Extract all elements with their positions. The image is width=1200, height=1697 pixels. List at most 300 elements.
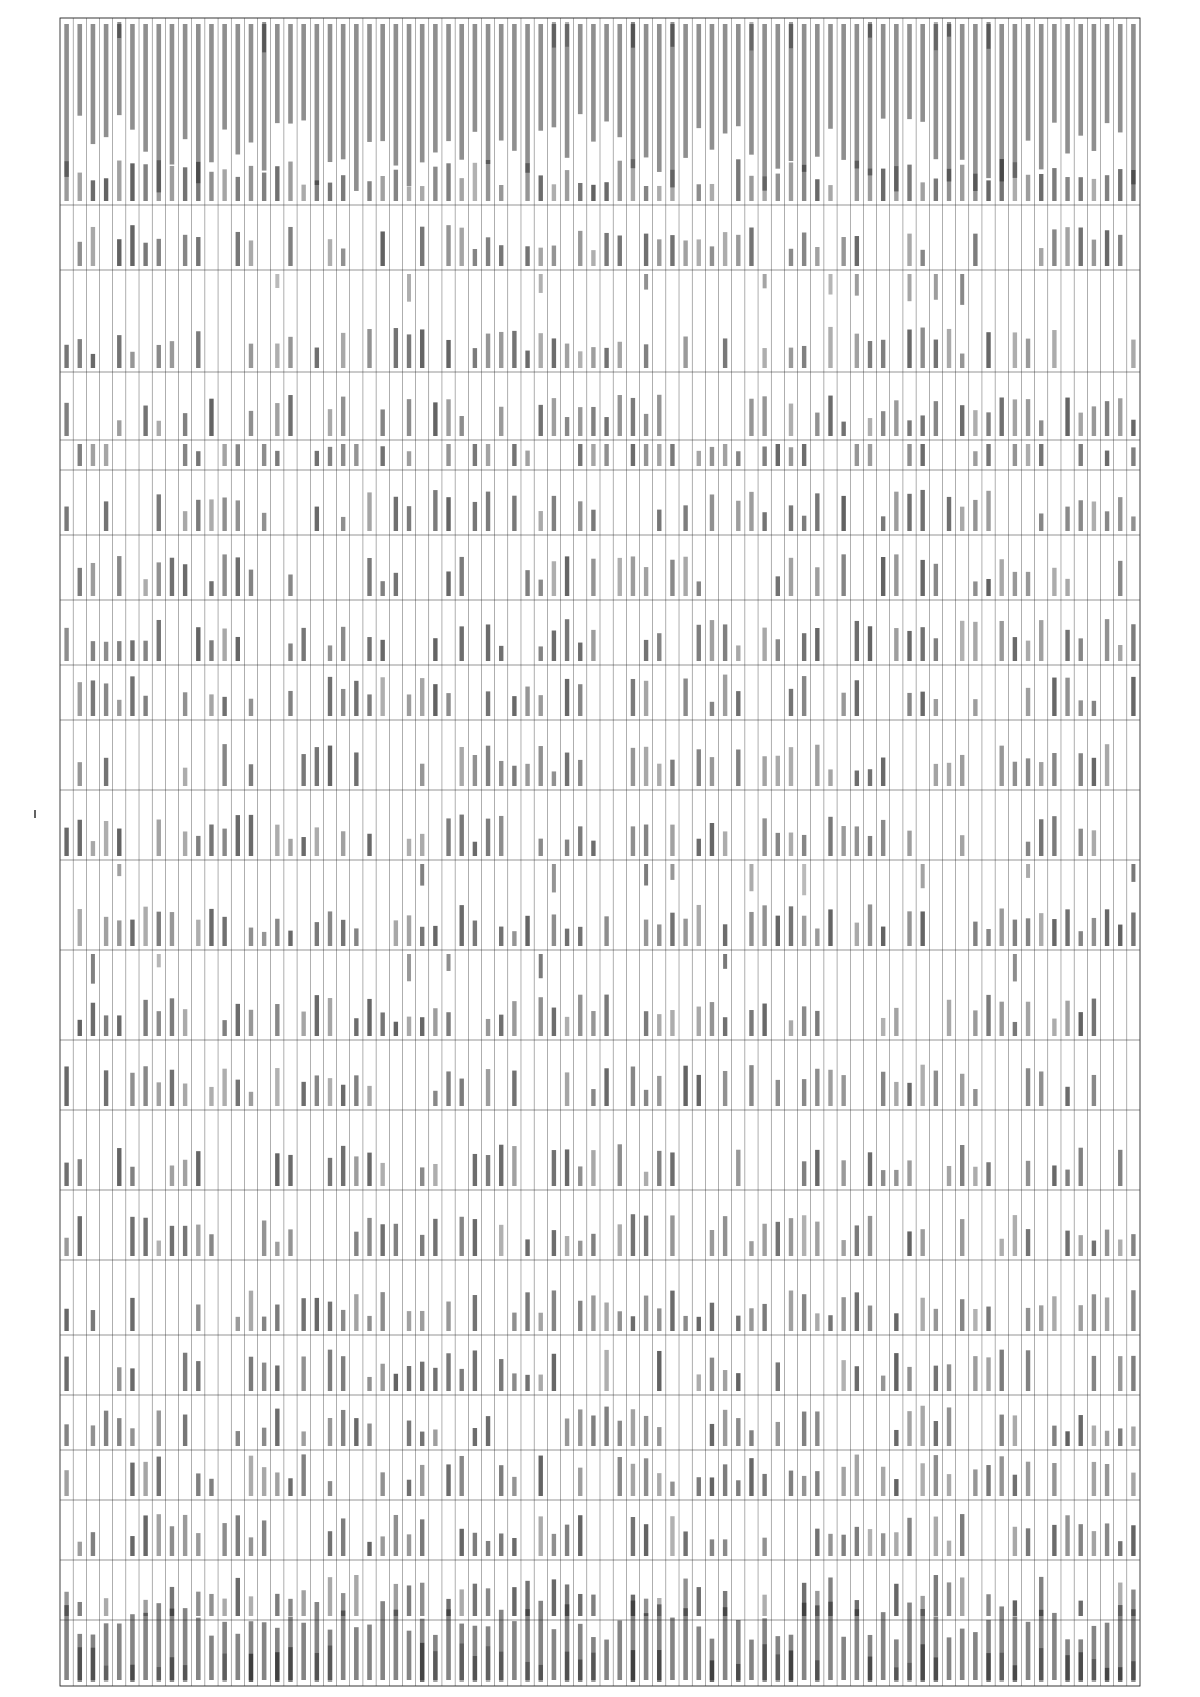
cell-entry xyxy=(222,497,226,531)
cell-entry xyxy=(986,929,990,946)
cell-entry xyxy=(723,1071,727,1106)
cell-entry xyxy=(736,691,740,716)
description-entry xyxy=(631,24,636,168)
cell-entry xyxy=(789,1020,793,1036)
cell-entry xyxy=(802,444,806,466)
cell-entry xyxy=(315,995,319,1036)
cell-entry xyxy=(920,627,924,661)
cell-entry xyxy=(683,1531,687,1556)
cell-entry xyxy=(565,840,569,856)
header-entry xyxy=(420,1619,425,1680)
cell-entry xyxy=(275,1305,279,1331)
cell-entry xyxy=(1118,561,1122,596)
cell-entry xyxy=(1079,444,1083,466)
cell-entry xyxy=(881,1467,885,1496)
cell-entry xyxy=(196,1533,200,1556)
cell-entry xyxy=(130,352,134,368)
cell-entry xyxy=(183,1160,187,1186)
header-entry xyxy=(249,1621,254,1680)
cell-entry xyxy=(236,1515,240,1556)
cell-entry xyxy=(894,628,898,661)
cell-entry xyxy=(618,395,622,436)
cell-entry xyxy=(1092,918,1096,946)
cell-entry xyxy=(170,341,174,368)
cell-entry xyxy=(104,501,108,531)
cell-entry xyxy=(394,170,398,201)
cell-entry xyxy=(973,699,977,716)
cell-entry xyxy=(315,1075,319,1106)
cell-entry xyxy=(196,331,200,368)
cell-entry xyxy=(578,643,582,661)
cell-entry xyxy=(1131,1356,1135,1391)
cell-entry xyxy=(446,693,450,716)
cell-entry xyxy=(78,173,82,201)
cell-entry xyxy=(960,621,964,661)
description-entry xyxy=(986,24,991,178)
cell-entry xyxy=(855,923,859,946)
cell-entry xyxy=(104,758,108,786)
cell-entry xyxy=(855,771,859,786)
cell-entry xyxy=(578,231,582,266)
cell-entry xyxy=(499,761,503,786)
cell-entry xyxy=(275,1004,279,1036)
header-entry xyxy=(525,1609,530,1680)
cell-entry xyxy=(802,1079,806,1106)
cell-entry xyxy=(1105,1464,1109,1496)
description-entry xyxy=(973,24,978,191)
cell-entry xyxy=(1131,1525,1135,1556)
cell-entry xyxy=(446,818,450,856)
cell-entry xyxy=(1039,248,1043,266)
description-entry xyxy=(354,24,359,191)
cell-entry xyxy=(367,1086,371,1106)
cell-entry xyxy=(868,769,872,786)
description-entry xyxy=(696,24,701,128)
cell-entry xyxy=(433,1219,437,1256)
cell-entry xyxy=(920,444,924,466)
cell-entry xyxy=(433,926,437,946)
cell-entry xyxy=(828,909,832,946)
cell-entry xyxy=(486,1019,490,1036)
cell-entry xyxy=(934,764,938,786)
cell-entry xyxy=(565,1236,569,1256)
cell-entry xyxy=(907,1411,911,1446)
cell-entry xyxy=(815,247,819,266)
cell-entry xyxy=(275,344,279,368)
description-entry xyxy=(315,24,320,185)
cell-entry xyxy=(934,1455,938,1496)
cell-entry xyxy=(578,1594,582,1616)
cell-entry xyxy=(249,411,253,436)
cell-entry xyxy=(130,920,134,946)
cell-entry xyxy=(1013,1600,1017,1616)
cell-entry xyxy=(552,1008,556,1036)
cell-entry xyxy=(552,1150,556,1186)
cell-entry xyxy=(644,414,648,436)
cell-entry xyxy=(552,771,556,786)
cell-entry xyxy=(841,1160,845,1186)
cell-entry xyxy=(1079,1012,1083,1036)
cell-entry xyxy=(354,1232,358,1256)
cell-entry xyxy=(802,1412,806,1446)
cell-entry xyxy=(1052,753,1056,786)
cell-entry xyxy=(328,1577,332,1616)
cell-entry xyxy=(644,444,648,466)
cell-entry xyxy=(749,1308,753,1331)
cell-entry xyxy=(486,160,490,201)
cell-entry xyxy=(275,1365,279,1391)
cell-entry xyxy=(789,689,793,716)
cell-entry xyxy=(604,348,608,368)
cell-entry xyxy=(301,1012,305,1036)
cell-entry xyxy=(1079,413,1083,436)
header-entry xyxy=(617,1621,622,1680)
cell-entry xyxy=(288,1478,292,1496)
cell-entry xyxy=(697,451,701,466)
cell-entry xyxy=(341,627,345,661)
header-entry xyxy=(262,1622,267,1680)
cell-entry xyxy=(815,1150,819,1186)
cell-entry xyxy=(789,348,793,368)
cell-entry xyxy=(525,246,529,266)
cell-entry xyxy=(196,1592,200,1616)
cell-entry xyxy=(907,831,911,856)
cell-entry xyxy=(855,1366,859,1391)
cell-entry xyxy=(710,246,714,266)
cell-entry xyxy=(947,1000,951,1036)
description-entry xyxy=(341,24,346,159)
cell-entry xyxy=(1052,330,1056,368)
cell-entry xyxy=(1039,1071,1043,1106)
cell-entry xyxy=(1065,1087,1069,1106)
cell-entry xyxy=(934,401,938,436)
cell-entry xyxy=(1105,1297,1109,1331)
cell-entry xyxy=(367,834,371,856)
cell-entry xyxy=(275,1153,279,1186)
cell-entry xyxy=(1131,447,1135,466)
cell-entry xyxy=(420,1017,424,1036)
description-entry xyxy=(446,24,451,141)
cell-entry xyxy=(236,500,240,531)
cell-entry xyxy=(841,693,845,716)
cell-entry xyxy=(802,633,806,661)
header-entry xyxy=(236,1634,241,1680)
cell-entry xyxy=(657,1351,661,1391)
cell-entry xyxy=(1026,688,1030,716)
cell-entry xyxy=(1079,1148,1083,1186)
cell-entry xyxy=(407,1585,411,1616)
cell-entry xyxy=(328,183,332,201)
cell-entry xyxy=(881,340,885,368)
cell-entry xyxy=(749,492,753,531)
cell-entry xyxy=(420,678,424,716)
cell-entry xyxy=(1105,909,1109,946)
cell-entry xyxy=(328,1302,332,1331)
cell-entry xyxy=(736,1150,740,1186)
cell-entry xyxy=(249,1537,253,1556)
cell-entry xyxy=(815,928,819,946)
cell-entry xyxy=(762,818,766,856)
cell-entry xyxy=(710,1303,714,1331)
cell-entry xyxy=(473,1295,477,1331)
cell-entry xyxy=(960,1074,964,1106)
cell-entry xyxy=(460,1217,464,1256)
cell-entry xyxy=(908,274,912,301)
cell-entry xyxy=(157,620,161,661)
cell-entry xyxy=(209,909,213,946)
cell-entry xyxy=(749,1065,753,1106)
header-entry xyxy=(815,1605,820,1680)
cell-entry xyxy=(1039,513,1043,531)
header-entry xyxy=(723,1607,728,1680)
cell-entry xyxy=(249,166,253,201)
cell-entry xyxy=(1065,579,1069,596)
header-entry xyxy=(1026,1622,1031,1680)
cell-entry xyxy=(420,864,424,886)
cell-entry xyxy=(802,346,806,368)
description-entry xyxy=(1039,24,1044,169)
cell-entry xyxy=(143,1000,147,1036)
cell-entry xyxy=(367,637,371,661)
cell-entry xyxy=(275,403,279,436)
cell-entry xyxy=(947,329,951,368)
cell-entry xyxy=(78,242,82,266)
cell-entry xyxy=(275,451,279,466)
cell-entry xyxy=(512,1587,516,1616)
cell-entry xyxy=(973,1356,977,1391)
cell-entry xyxy=(460,1369,464,1391)
cell-entry xyxy=(301,1082,305,1106)
cell-entry xyxy=(328,1078,332,1106)
description-entry xyxy=(683,24,688,158)
cell-entry xyxy=(973,1309,977,1331)
cell-entry xyxy=(591,841,595,856)
cell-entry xyxy=(644,1216,648,1256)
cell-entry xyxy=(683,1066,687,1106)
cell-entry xyxy=(776,1422,780,1446)
cell-entry xyxy=(1131,677,1135,716)
cell-entry xyxy=(288,691,292,716)
cell-entry xyxy=(183,1353,187,1391)
cell-entry xyxy=(828,1070,832,1106)
cell-entry xyxy=(1065,227,1069,266)
cell-entry xyxy=(262,173,266,201)
description-entry xyxy=(1065,24,1070,153)
cell-entry xyxy=(433,1091,437,1106)
cell-entry xyxy=(512,766,516,786)
cell-entry xyxy=(394,1022,398,1036)
cell-entry xyxy=(578,995,582,1036)
cell-entry xyxy=(1105,401,1109,436)
header-entry xyxy=(1118,1605,1123,1680)
cell-entry xyxy=(947,1582,951,1616)
cell-entry xyxy=(1092,1462,1096,1496)
cell-entry xyxy=(855,1225,859,1256)
cell-entry xyxy=(341,175,345,201)
cell-entry xyxy=(789,1291,793,1331)
cell-entry xyxy=(407,187,411,201)
cell-entry xyxy=(697,749,701,786)
cell-entry xyxy=(354,681,358,716)
cell-entry xyxy=(117,556,121,596)
cell-entry xyxy=(683,919,687,946)
cell-entry xyxy=(960,1299,964,1331)
header-entry xyxy=(1039,1610,1044,1680)
cell-entry xyxy=(657,1473,661,1496)
cell-entry xyxy=(539,175,543,201)
cell-entry xyxy=(433,684,437,716)
description-entry xyxy=(407,24,412,186)
cell-entry xyxy=(697,1317,701,1331)
cell-entry xyxy=(130,1463,134,1496)
cell-entry xyxy=(710,1539,714,1556)
cell-entry xyxy=(473,1533,477,1556)
cell-entry xyxy=(262,932,266,946)
cell-entry xyxy=(749,176,753,201)
cell-entry xyxy=(460,1589,464,1616)
cell-entry xyxy=(604,417,608,436)
description-entry xyxy=(1052,24,1057,123)
cell-entry xyxy=(947,1407,951,1446)
cell-entry xyxy=(986,332,990,368)
cell-entry xyxy=(815,1222,819,1256)
cell-entry xyxy=(91,563,95,596)
cell-entry xyxy=(288,227,292,266)
cell-entry xyxy=(1013,444,1017,466)
cell-entry xyxy=(380,1292,384,1331)
cell-entry xyxy=(763,274,767,288)
cell-entry xyxy=(1079,638,1083,661)
cell-entry xyxy=(736,750,740,787)
cell-entry xyxy=(762,1004,766,1036)
cell-entry xyxy=(91,1003,95,1036)
cell-entry xyxy=(446,340,450,368)
cell-entry xyxy=(552,246,556,266)
cell-entry xyxy=(315,348,319,368)
cell-entry xyxy=(183,1226,187,1256)
cell-entry xyxy=(512,444,516,466)
cell-entry xyxy=(1092,240,1096,266)
cell-entry xyxy=(762,905,766,946)
cell-entry xyxy=(341,1518,345,1556)
cell-entry xyxy=(670,1516,674,1556)
cell-entry xyxy=(776,576,780,596)
description-entry xyxy=(538,24,543,131)
cell-entry xyxy=(499,332,503,368)
cell-entry xyxy=(64,1470,68,1496)
cell-entry xyxy=(1065,398,1069,436)
cell-entry xyxy=(473,1350,477,1391)
cell-entry xyxy=(525,570,529,596)
cell-entry xyxy=(815,628,819,661)
cell-entry xyxy=(868,444,872,466)
cell-entry xyxy=(604,995,608,1036)
cell-entry xyxy=(301,837,305,856)
cell-entry xyxy=(236,444,240,466)
description-entry xyxy=(934,24,939,159)
cell-entry xyxy=(723,1370,727,1391)
cell-entry xyxy=(367,1542,371,1556)
cell-entry xyxy=(78,1020,82,1036)
cell-entry xyxy=(1052,1525,1056,1556)
description-entry xyxy=(1013,24,1018,178)
cell-entry xyxy=(815,1313,819,1331)
cell-entry xyxy=(460,178,464,201)
header-entry xyxy=(130,1614,135,1680)
cell-entry xyxy=(78,1159,82,1186)
cell-entry xyxy=(1013,1022,1017,1036)
cell-entry xyxy=(552,184,556,201)
header-entry xyxy=(683,1608,688,1680)
cell-entry xyxy=(1092,179,1096,201)
cell-entry xyxy=(236,637,240,661)
cell-entry xyxy=(394,1224,398,1256)
cell-entry xyxy=(815,567,819,596)
cell-entry xyxy=(1118,1150,1122,1186)
cell-entry xyxy=(1131,913,1135,946)
cell-entry xyxy=(222,629,226,662)
cell-entry xyxy=(170,1526,174,1556)
cell-entry xyxy=(776,916,780,946)
description-entry xyxy=(1092,24,1097,151)
cell-entry xyxy=(512,696,516,716)
header-entry xyxy=(657,1604,662,1680)
cell-entry xyxy=(1013,920,1017,946)
cell-entry xyxy=(934,1575,938,1616)
cell-entry xyxy=(183,167,187,201)
cell-entry xyxy=(973,922,977,946)
cell-entry xyxy=(143,579,147,596)
header-entry xyxy=(855,1609,860,1680)
cell-entry xyxy=(512,931,516,946)
cell-entry xyxy=(262,1520,266,1556)
cell-entry xyxy=(525,687,529,716)
cell-entry xyxy=(565,1418,569,1446)
cell-entry xyxy=(157,239,161,266)
cell-entry xyxy=(802,233,806,267)
description-entry xyxy=(1026,24,1031,141)
cell-entry xyxy=(565,1072,569,1106)
cell-entry xyxy=(802,1161,806,1186)
cell-entry xyxy=(1026,758,1030,786)
cell-entry xyxy=(183,768,187,786)
description-entry xyxy=(420,24,425,162)
cell-entry xyxy=(565,753,569,786)
cell-entry xyxy=(960,1514,964,1556)
header-entry xyxy=(736,1620,741,1680)
cell-entry xyxy=(196,920,200,946)
cell-entry xyxy=(552,398,556,436)
cell-entry xyxy=(618,1421,622,1446)
header-entry xyxy=(315,1602,320,1680)
cell-entry xyxy=(420,1519,424,1556)
cell-entry xyxy=(288,931,292,946)
cell-entry xyxy=(539,1375,543,1391)
cell-entry xyxy=(644,1296,648,1331)
cell-entry xyxy=(446,444,450,466)
cell-entry xyxy=(618,1144,622,1186)
cell-entry xyxy=(710,184,714,201)
cell-entry xyxy=(683,1316,687,1331)
cell-entry xyxy=(78,682,82,716)
cell-entry xyxy=(631,556,635,596)
cell-entry xyxy=(855,236,859,266)
cell-entry xyxy=(894,1170,898,1186)
cell-entry xyxy=(1013,1415,1017,1446)
cell-entry xyxy=(157,345,161,368)
cell-entry xyxy=(960,165,964,201)
cell-entry xyxy=(578,1241,582,1256)
